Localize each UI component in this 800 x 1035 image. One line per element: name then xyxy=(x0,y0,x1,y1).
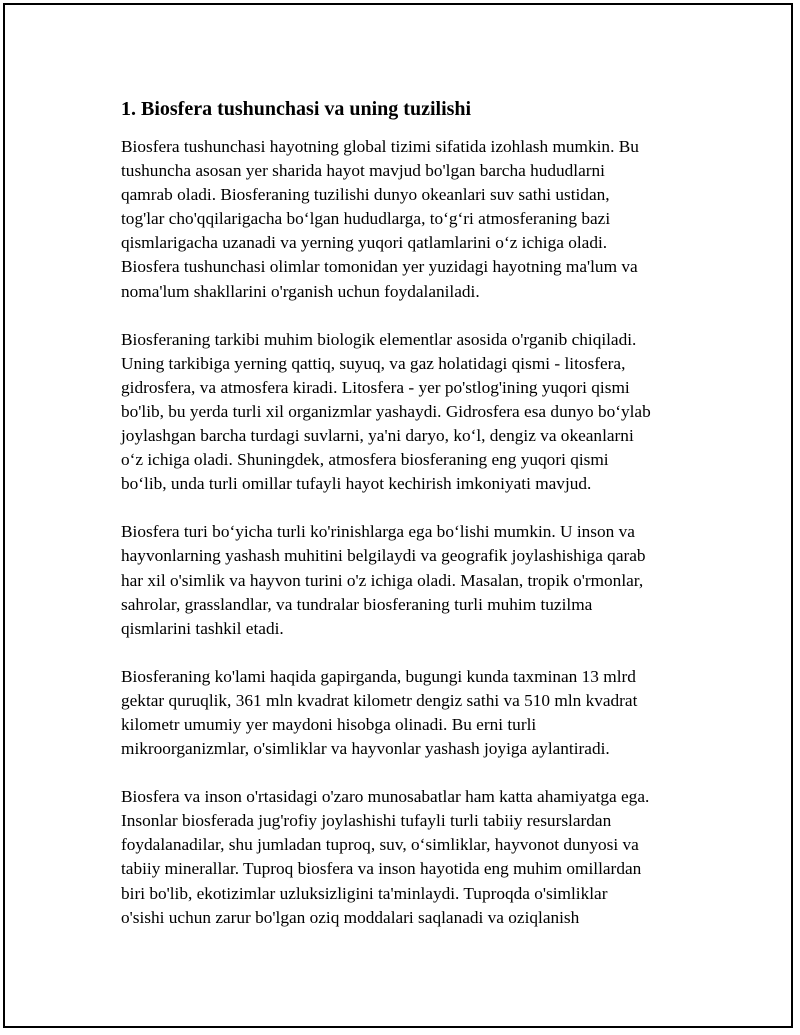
text-line: Biosfera tushunchasi hayotning global tizimi sifatida izohlash mumkin. Bu xyxy=(121,137,639,156)
text-line: Biosfera tushunchasi olimlar tomonidan yer yuzidagi hayotning ma'lum va xyxy=(121,257,638,277)
text-line: o'sishi uchun zarur bo'lgan oziq moddalari saqlanadi va oziqlanish xyxy=(121,907,580,927)
text-line: tushuncha asosan yer sharida hayot mavjud bo'lgan barcha hududlarni xyxy=(121,161,605,181)
text-line: Biosferaning ko'lami haqida gapirganda, bugungi kunda taxminan 13 mlrd xyxy=(121,666,636,686)
text-line: Uning tarkibiga yerning qattiq, suyuq, va gaz holatidagi qismi - litosfera, xyxy=(121,353,626,373)
text-line: Biosferaning tarkibi muhim biologik elementlar asosida o'rganib chiqiladi. xyxy=(121,329,637,349)
text-line: bo‘lib, unda turli omillar tufayli hayot kechirish imkoniyati mavjud. xyxy=(121,474,592,494)
document-body xyxy=(121,95,701,954)
text-line: o‘z ichiga oladi. Shuningdek, atmosfera biosferaning eng yuqori qismi xyxy=(121,450,609,470)
text-line: mikroorganizmlar, o'simliklar va hayvonlar yashash joyiga aylantiradi. xyxy=(121,739,610,759)
paragraph xyxy=(121,135,701,304)
document-page xyxy=(3,3,793,1028)
text-line: qismlarigacha uzanadi va yerning yuqori qatlamlarini o‘z ichiga oladi. xyxy=(121,233,608,253)
text-line: hayvonlarning yashash muhitini belgilaydi va geografik joylashishiga qarab xyxy=(121,546,646,566)
section-heading: 1. Biosfera tushunchasi va uning tuzilishi xyxy=(121,98,472,120)
text-line: gidrosfera, va atmosfera kiradi. Litosfera - yer po'stlog'ining yuqori qismi xyxy=(121,377,630,397)
text-line: kilometr umumiy yer maydoni hisobga olinadi. Bu erni turli xyxy=(121,714,537,734)
text-line: biri bo'lib, ekotizimlar uzluksizligini ta'minlaydi. Tuproqda o'simliklar xyxy=(121,883,608,903)
text-line: Biosfera va inson o'rtasidagi o'zaro munosabatlar ham katta ahamiyatga ega. xyxy=(121,787,650,807)
paragraph xyxy=(121,785,701,930)
text-line: Insonlar biosferada jug'rofiy joylashishi tufayli turli tabiiy resurslardan xyxy=(121,811,612,831)
text-line: bo'lib, bu yerda turli xil organizmlar yashaydi. Gidrosfera esa dunyo bo‘ylab xyxy=(121,401,651,421)
text-line: sahrolar, grasslandlar, va tundralar biosferaning turli muhim tuzilma xyxy=(121,594,593,614)
text-line: qamrab oladi. Biosferaning tuzilishi dunyo okeanlari suv sathi ustidan, xyxy=(121,185,610,205)
text-line: foydalanadilar, shu jumladan tuproq, suv, o‘simliklar, hayvonot dunyosi va xyxy=(121,835,639,855)
text-line: gektar quruqlik, 361 mln kvadrat kilometr dengiz sathi va 510 mln kvadrat xyxy=(121,690,638,710)
paragraph xyxy=(121,328,701,497)
text-line: qismlarini tashkil etadi. xyxy=(121,618,284,638)
text-line: noma'lum shakllarini o'rganish uchun foydalaniladi. xyxy=(121,281,480,301)
text-line: tog'lar cho'qqilarigacha bo‘lgan hududlarga, to‘g‘ri atmosferaning bazi xyxy=(121,209,611,229)
text-line: Biosfera turi bo‘yicha turli ko'rinishlarga ega bo‘lishi mumkin. U inson va xyxy=(121,522,635,542)
text-line: har xil o'simlik va hayvon turini o'z ichiga oladi. Masalan, tropik o'rmonlar, xyxy=(121,570,644,590)
text-line: tabiiy minerallar. Tuproq biosfera va inson hayotida eng muhim omillardan xyxy=(121,859,642,879)
paragraph xyxy=(121,665,701,761)
paragraph xyxy=(121,520,701,640)
text-line: joylashgan barcha turdagi suvlarni, ya'ni daryo, ko‘l, dengiz va okeanlarni xyxy=(121,426,634,446)
